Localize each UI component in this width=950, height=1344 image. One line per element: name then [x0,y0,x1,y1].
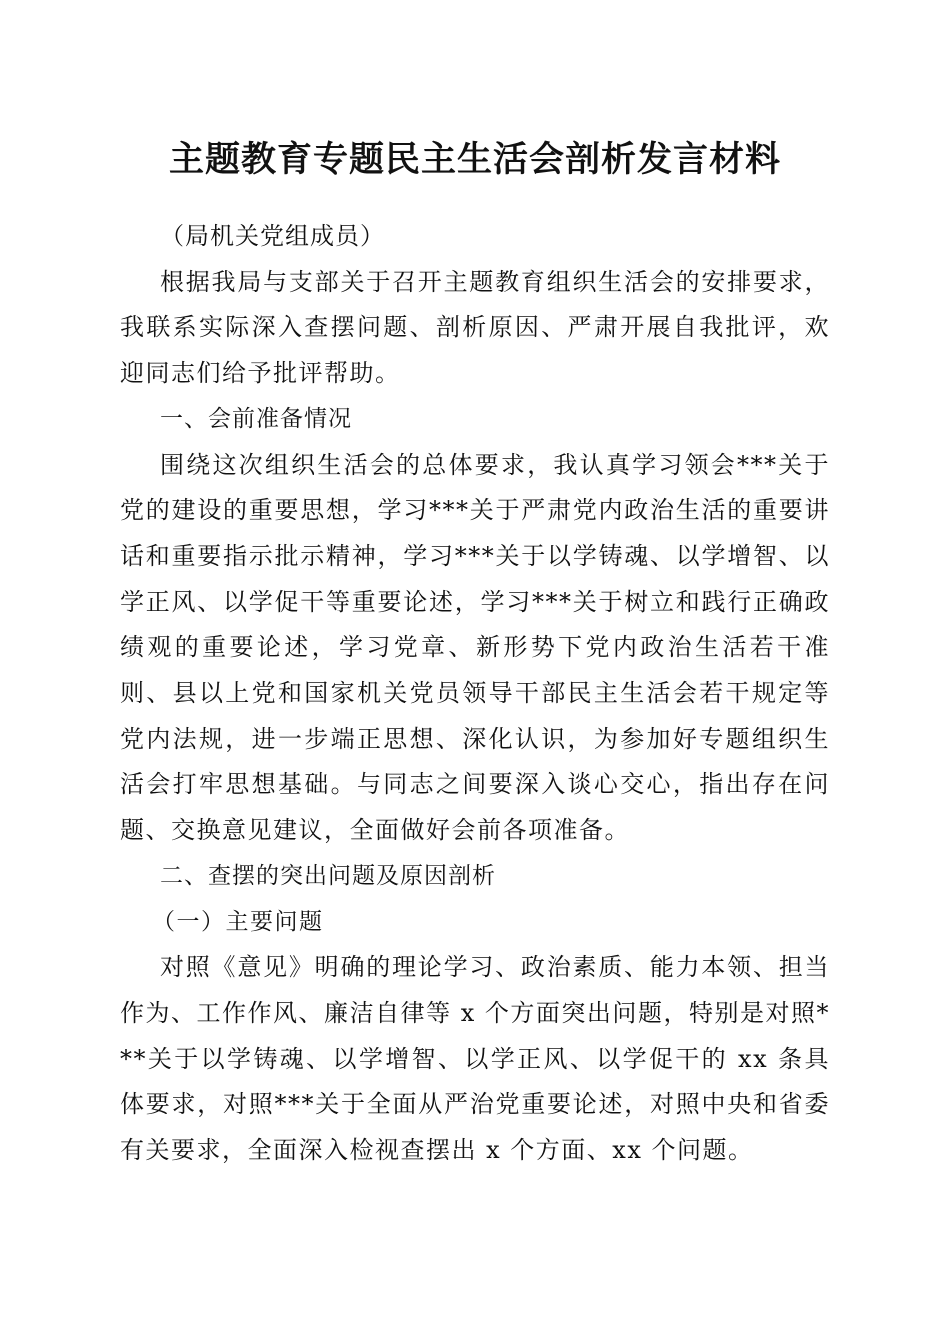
section-2-paragraph: 对照《意见》明确的理论学习、政治素质、能力本领、担当作为、工作作风、廉洁自律等 x 个方面突出问题，特别是对照***关于以学铸魂、以学增智、以学正风、以学促干的 xx 条具体要求，对照***关于全面从严治党重要论述，对照中央和省委有关要求，全面深入检视查摆出 x 个方面、xx 个问题。 [120,953,830,1165]
section-1-paragraph: 围绕这次组织生活会的总体要求，我认真学习领会***关于党的建设的重要思想，学习***关于严肃党内政治生活的重要讲话和重要指示批示精神，学习***关于以学铸魂、以学增智、以学正风、以学促干等重要论述，学习***关于树立和践行正确政绩观的重要论述，学习党章、新形势下党内政治生活若干准则、县以上党和国家机关党员领导干部民主生活会若干规定等党内法规，进一步端正思想、深化认识，为参加好专题组织生活会打牢思想基础。与同志之间要深入谈心交心，指出存在问题、交换意见建议，全面做好会前各项准备。 [120,450,830,845]
subsection-heading-1: （一）主要问题 [152,908,324,935]
section-heading-2: 二、查摆的突出问题及原因剖析 [160,862,496,889]
intro-paragraph: 根据我局与支部关于召开主题教育组织生活会的安排要求，我联系实际深入查摆问题、剖析原因、严肃开展自我批评，欢迎同志们给予批评帮助。 [120,267,830,388]
section-heading-1: 一、会前准备情况 [160,405,352,432]
author-note: （局机关党组成员） [160,222,385,250]
document-page [120,134,830,1174]
document-title: 主题教育专题民主生活会剖析发言材料 [168,139,781,180]
